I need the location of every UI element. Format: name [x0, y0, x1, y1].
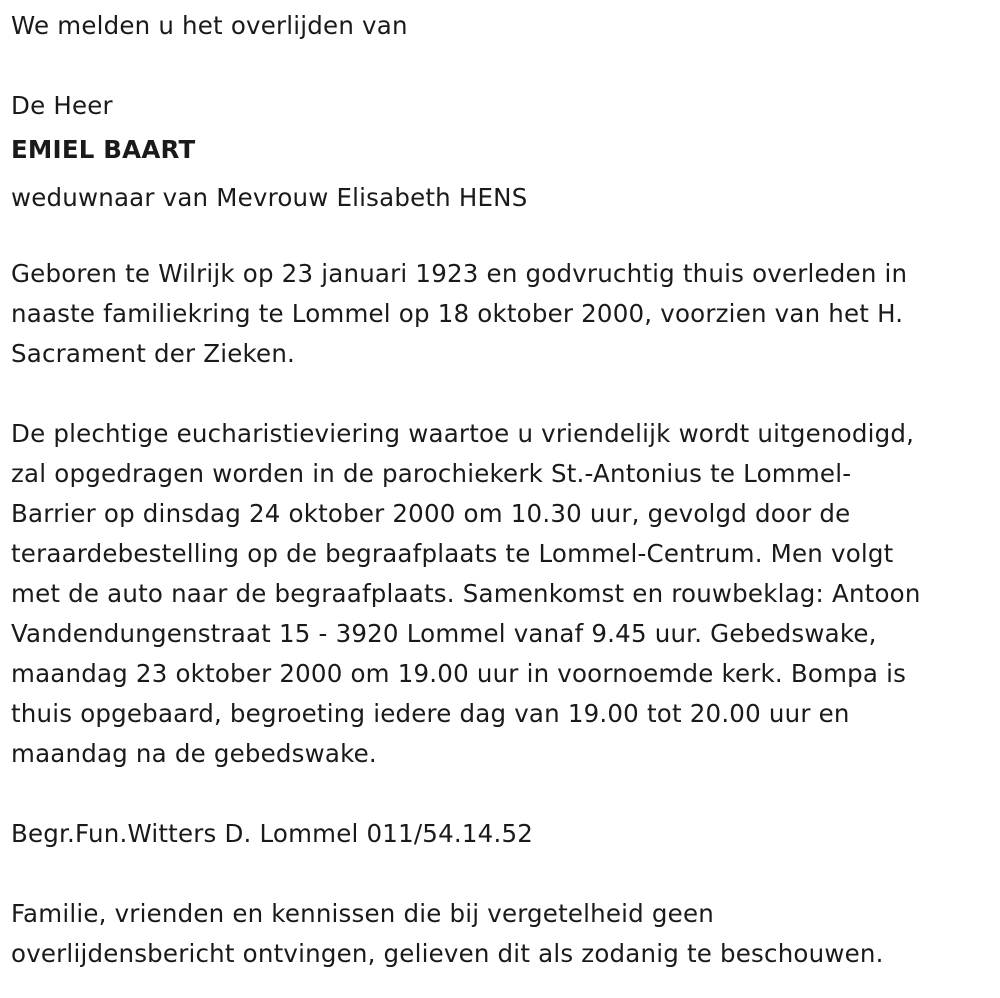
spacer [11, 214, 996, 254]
closing-paragraph: Familie, vrienden en kennissen die bij vergetelheid geen overlijdensbericht ontvingen, gelieven dit als zodanig te beschouwen. [11, 899, 884, 968]
spouse-line: weduwnaar van Mevrouw Elisabeth HENS [11, 183, 528, 212]
birth-death-paragraph: Geboren te Wilrijk op 23 januari 1923 en godvruchtig thuis overleden in naaste familiekring te Lommel op 18 oktober 2000, voorzien van het H. Sacrament der Zieken. [11, 259, 908, 368]
spacer [11, 374, 996, 414]
deceased-name: EMIEL BAART [11, 135, 196, 164]
honorific: De Heer [11, 91, 113, 120]
spacer [11, 774, 996, 814]
ceremony-paragraph: De plechtige eucharistieviering waartoe u vriendelijk wordt uitgenodigd, zal opgedragen worden in de parochiekerk St.-Antonius te Lommel- Barrier op dinsdag 24 oktober 2000 om 10.30 uur, gevolgd door de teraardebestelling op de begraafplaats te Lommel-Centrum. Men volgt met de auto naar de begraafplaats. Samenkomst en rouwbeklag: Antoon Vandendungenstraat 15 - 3920 Lommel vanaf 9.45 uur. Gebedswake, maandag 23 oktober 2000 om 19.00 uur in voornoemde kerk. Bompa is thuis opgebaard, begroeting iedere dag van 19.00 tot 20.00 uur en maandag na de gebedswake. [11, 419, 921, 768]
spacer [11, 854, 996, 894]
funeral-home-line: Begr.Fun.Witters D. Lommel 011/54.14.52 [11, 819, 534, 848]
intro-text: We melden u het overlijden van [11, 11, 408, 40]
spacer [11, 46, 996, 86]
death-notice [11, 6, 996, 974]
